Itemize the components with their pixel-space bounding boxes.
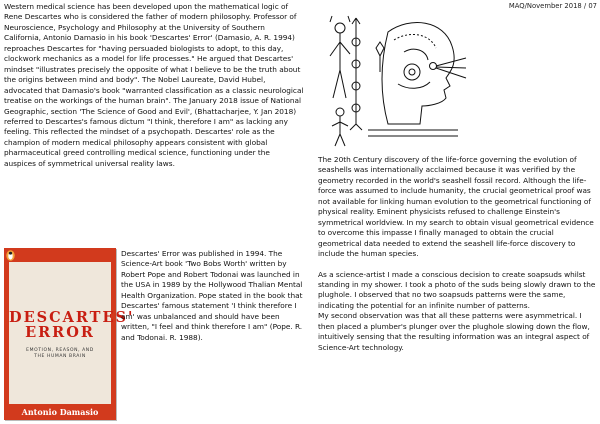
book-title-line-1: DESCARTES' xyxy=(9,309,135,326)
right-paragraph-1: The 20th Century discovery of the life-force governing the evolution of seashells was internationally acclaimed because it was verified by the geometry recorded in the world's seashell fossil record. Although the life-force was assumed to include humanity, the crucial geometrical proof was not available for linking human evolution to the geometrical functioning of physical reality. Eminent physicists refused to challenge Einstein's symmetrical worldview. In my search to obtain visual geometrical evidence to overcome this impasse I finally managed to obtain the crucial geometrical data needed to extend the seashell life-force discovery to include the human species. xyxy=(318,155,594,259)
book-subtitle-line-1: EMOTION, REASON, AND xyxy=(26,348,94,353)
book-subtitle-line-2: THE HUMAN BRAIN xyxy=(34,354,86,359)
alchemical-illustration xyxy=(318,12,468,152)
right-paragraph-3: My second observation was that all these patterns were asymmetrical. I then placed a plumber's plunger over the plughole slowing down the flow, intuitively sensing that the resulting information was an integral aspect of Science-Art technology. xyxy=(318,311,590,352)
right-paragraph-2: As a science-artist I made a conscious decision to create soapsuds whilst standing in my shower. I took a photo of the suds being slowly drawn to the plughole. I observed that no two soapsuds patterns were the same, indicating the potential for an infinite number of patterns. xyxy=(318,269,596,310)
book-subtitle xyxy=(9,348,111,360)
penguin-logo-icon xyxy=(6,250,15,261)
book-title xyxy=(9,309,135,341)
book-caption: Descartes' Error was published in 1994. The Science-Art book 'Two Bobs Worth' written by Robert Pope and Robert Todonai was launched in the USA in 1989 by the Hollywood Thalian Mental Health Organization. Pope stated in the book that Descartes' famous statement 'I think therefore I am' was unbalanced and should have been written, "I feel and think therefore I am" (Pope. R. and Todonai. R. 1988). xyxy=(121,249,303,342)
book-caption-block xyxy=(121,249,303,343)
paragraph-spacer xyxy=(318,260,598,270)
intro-paragraph: Western medical science has been developed upon the mathematical logic of Rene Descartes who is considered the father of modern philosophy. Professor of Neuroscience, Psychology and Philosophy at the University of Southern California, Antonio Damasio in his book 'Descartes' Error' (Damasio, A. R. 1994) reproaches Descartes for "having persuaded biologists to adopt, to this day, clockwork mechanics as a model for life processes." He argued that Descartes' mindset "illustrates precisely the opposite of what I believe to be the truth about the origins between mind and body". The Nobel Laureate, David Hubel, advocated that Damasio's book "warranted classification as a classic neurological treatise on the workings of the human brain". The January 2018 issue of National Geographic, section 'The Science of Good and Evil', (Bhattacharjee, Y. Jan 2018) referred to Descartes's famous dictum "I think, therefore I am" as lacking any feeling. This reflected the mindset of a psychopath. Descartes' role as the champion of modern medical philosophy appears consistent with global pharmaceutical greed controlling medical science, functioning under the auspices of symmetrical universal reality laws. xyxy=(4,2,304,168)
right-column xyxy=(318,155,598,353)
book-cover-image xyxy=(4,248,135,420)
book-author: Antonio Damasio xyxy=(21,407,99,417)
book-title-line-2: ERROR xyxy=(25,324,95,341)
page-header: MAQ/November 2018 / 07 xyxy=(508,2,597,10)
left-column xyxy=(4,2,304,169)
book-cover-panel xyxy=(9,262,135,404)
